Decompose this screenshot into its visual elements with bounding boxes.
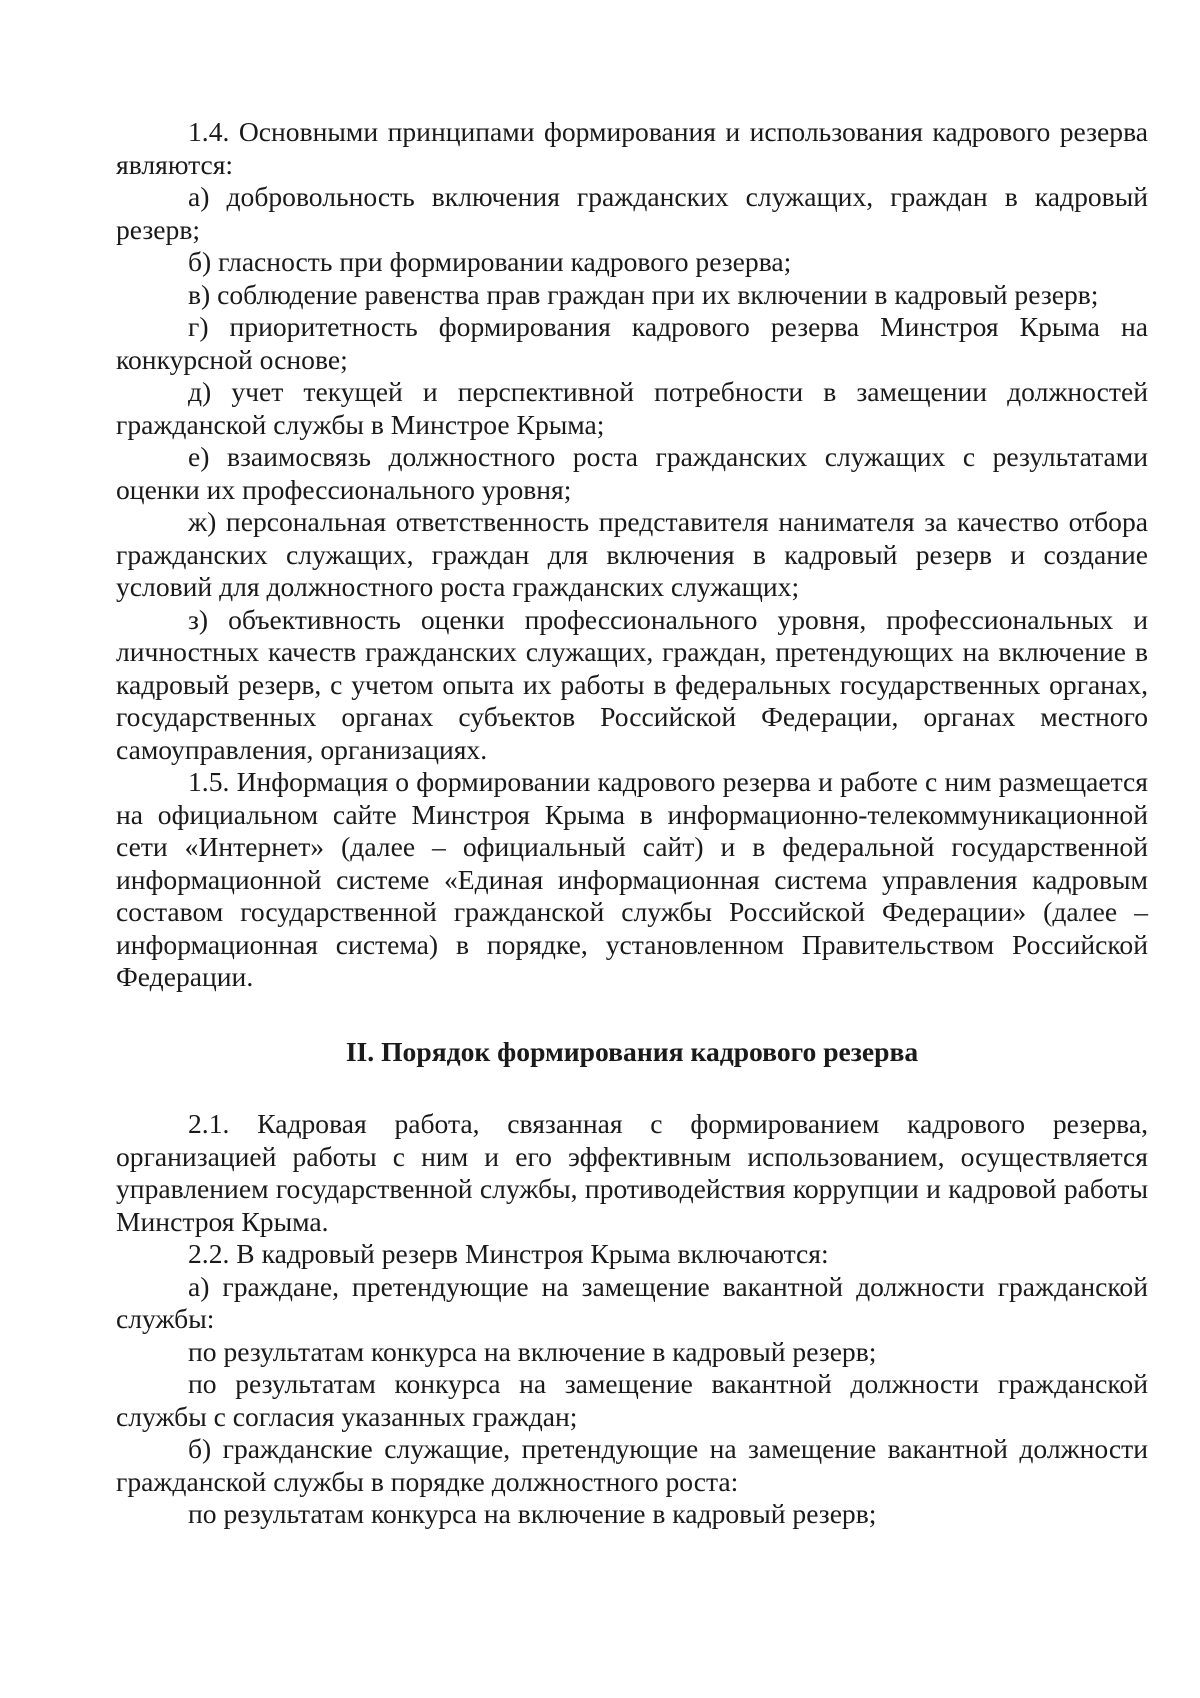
paragraph-2-2-item-a: а) граждане, претендующие на замещение вакантной должности гражданской службы: xyxy=(116,1270,1148,1334)
paragraph-item-zh: ж) персональная ответственность представителя нанимателя за качество отбора гражданских служащих, граждан для включения в кадровый резерв и создание условий для должностного роста гражданских служащих; xyxy=(116,506,1148,602)
paragraph-item-e: е) взаимосвязь должностного роста гражданских служащих с результатами оценки их профессионального уровня; xyxy=(116,441,1148,505)
paragraph-item-d: д) учет текущей и перспективной потребности в замещении должностей гражданской службы в Минстрое Крыма; xyxy=(116,376,1148,440)
section-heading: II. Порядок формирования кадрового резерва xyxy=(345,1035,919,1067)
paragraph-item-v: в) соблюдение равенства прав граждан при их включении в кадровый резерв; xyxy=(188,278,1099,310)
document-page xyxy=(116,116,1148,1531)
paragraph-2-2: 2.2. В кадровый резерв Минстроя Крыма включаются: xyxy=(188,1238,829,1269)
paragraph-1-5: 1.5. Информация о формировании кадрового резерва и работе с ним размещается на официальном сайте Минстроя Крыма в информационно-телекоммуникационной сети «Интернет» (далее – официальный сайт) и в федеральной государственной информационной системе «Единая информационная система управления кадровым составом государственной гражданской службы Российской Федерации» (далее – информационная система) в порядке, установленном Правительством Российской Федерации. xyxy=(116,766,1148,992)
paragraph-item-b: б) гласность при формировании кадрового резерва; xyxy=(188,246,792,277)
paragraph-2-2-a-sub-1: по результатам конкурса на включение в кадровый резерв; xyxy=(188,1335,877,1367)
paragraph-2-2-a-sub-2: по результатам конкурса на замещение вакантной должности гражданской службы с согласия указанных граждан; xyxy=(116,1368,1148,1432)
paragraph-1-4: 1.4. Основными принципами формирования и использования кадрового резерва являются: xyxy=(116,116,1148,180)
paragraph-2-1: 2.1. Кадровая работа, связанная с формированием кадрового резерва, организацией работы с ним и его эффективным использованием, осуществляется управлением государственной службы, противодействия коррупции и кадровой работы Минстроя Крыма. xyxy=(116,1108,1148,1237)
paragraph-item-g: г) приоритетность формирования кадрового резерва Минстроя Крыма на конкурсной основе; xyxy=(116,311,1148,375)
paragraph-2-2-item-b: б) гражданские служащие, претендующие на замещение вакантной должности гражданской службы в порядке должностного роста: xyxy=(116,1433,1148,1497)
paragraph-item-a: а) добровольность включения гражданских служащих, граждан в кадровый резерв; xyxy=(116,181,1148,245)
paragraph-item-z: з) объективность оценки профессионального уровня, профессиональных и личностных качеств гражданских служащих, граждан, претендующих на включение в кадровый резерв, с учетом опыта их работы в федеральных государственных органах, государственных органах субъектов Российской Федерации, органах местного самоуправления, организациях. xyxy=(116,603,1148,765)
paragraph-2-2-b-sub-1: по результатам конкурса на включение в кадровый резерв; xyxy=(188,1498,877,1529)
